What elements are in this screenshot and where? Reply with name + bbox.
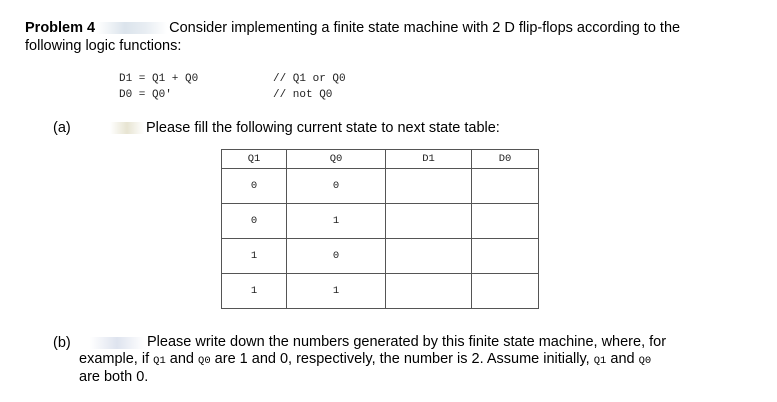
equation-d1: D1 = Q1 + Q0 (119, 73, 199, 85)
cell-q0: 1 (287, 274, 386, 309)
part-a-instructions: Please fill the following current state to next state table: (146, 120, 500, 136)
cell-q1: 1 (222, 274, 287, 309)
cell-d1[interactable] (386, 274, 472, 309)
cell-d0[interactable] (472, 274, 539, 309)
part-b-text: example, if (79, 351, 150, 367)
cell-q1: 0 (222, 169, 287, 204)
cell-q1: 1 (222, 239, 287, 274)
cell-d0[interactable] (472, 204, 539, 239)
cell-q0: 1 (287, 204, 386, 239)
cell-d1[interactable] (386, 239, 472, 274)
table-row (222, 274, 539, 309)
table-row (222, 239, 539, 274)
scan-smudge (110, 122, 144, 134)
q0-variable: Q0 (638, 355, 652, 367)
equation-d1-comment: // Q1 or Q0 (273, 73, 346, 85)
header-q1: Q1 (222, 150, 287, 169)
q1-variable: Q1 (593, 355, 607, 367)
cell-d1[interactable] (386, 169, 472, 204)
header-d0: D0 (472, 150, 539, 169)
scan-smudge (90, 337, 144, 349)
cell-q0: 0 (287, 239, 386, 274)
problem-intro-line2: following logic functions: (25, 38, 182, 54)
problem-heading (25, 19, 680, 37)
part-b-text: are 1 and 0, respectively, the number is 2. Assume initially, (214, 351, 590, 367)
problem-intro-line1: Consider implementing a finite state machine with 2 D flip-flops according to the (169, 20, 681, 36)
q0-variable: Q0 (198, 355, 211, 367)
part-b-line2 (79, 351, 651, 367)
part-a-label: (a) (53, 120, 71, 136)
cell-q1: 0 (222, 204, 287, 239)
equation-d0: D0 = Q0' (119, 89, 172, 101)
table-row (222, 204, 539, 239)
header-d1: D1 (386, 150, 472, 169)
cell-d0[interactable] (472, 169, 539, 204)
table-row (222, 169, 539, 204)
cell-q0: 0 (287, 169, 386, 204)
part-b-line1: Please write down the numbers generated by this finite state machine, where, for (147, 334, 667, 350)
part-b-text: and (610, 351, 635, 367)
table-header-row (222, 150, 539, 169)
part-b-text: and (169, 351, 194, 367)
part-b-line3: are both 0. (79, 369, 149, 385)
scan-smudge (97, 22, 167, 34)
equation-d0-comment: // not Q0 (273, 89, 333, 101)
state-table (221, 149, 539, 309)
q1-variable: Q1 (153, 355, 166, 367)
header-q0: Q0 (287, 150, 386, 169)
cell-d1[interactable] (386, 204, 472, 239)
part-b-label: (b) (53, 335, 71, 351)
cell-d0[interactable] (472, 239, 539, 274)
problem-title: Problem 4 (25, 20, 96, 36)
